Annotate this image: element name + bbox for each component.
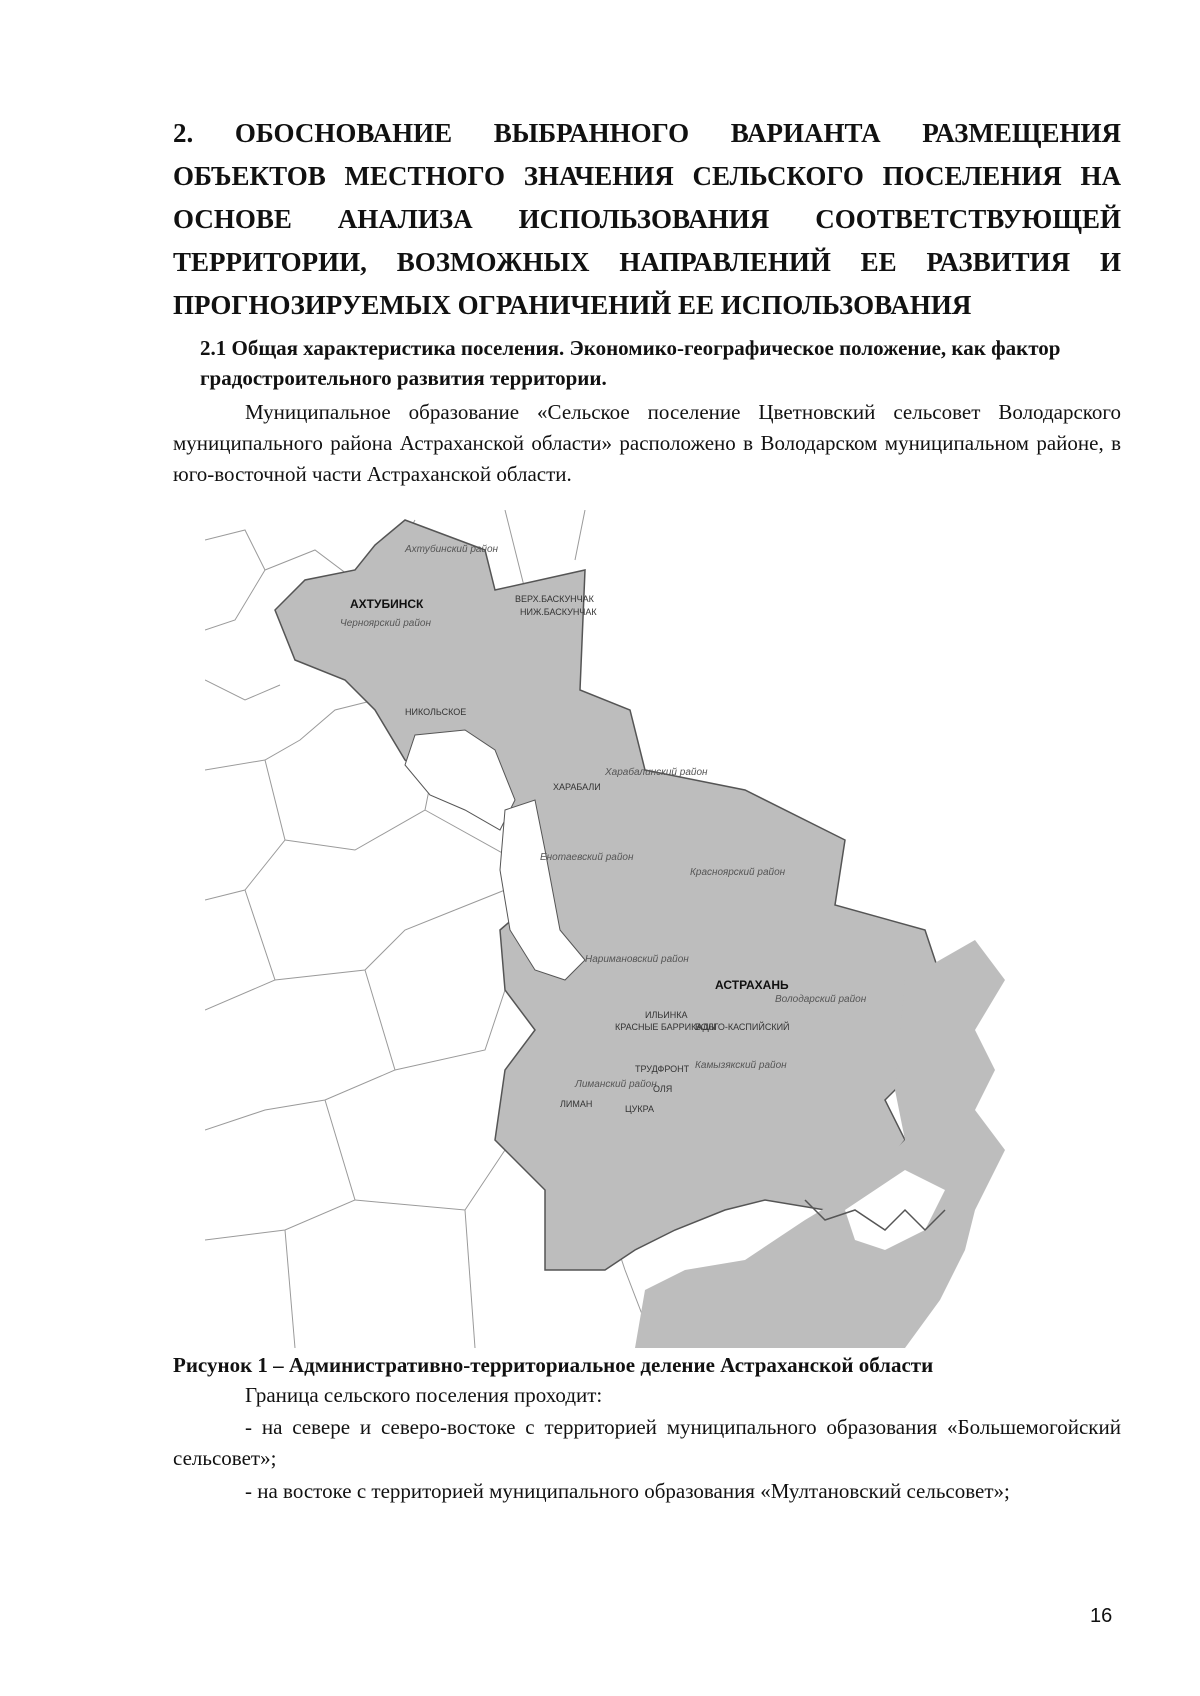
settlement-label: ХАРАБАЛИ xyxy=(553,782,601,792)
settlement-label: НИКОЛЬСКОЕ xyxy=(405,707,467,717)
settlement-label: ОЛЯ xyxy=(653,1084,673,1094)
settlement-label: КРАСНЫЕ БАРРИКАДЫ xyxy=(615,1022,717,1032)
district-label: Енотаевский район xyxy=(540,852,634,863)
boundary-north-paragraph xyxy=(173,1412,1121,1474)
section-heading: 2. ОБОСНОВАНИЕ ВЫБРАННОГО ВАРИАНТА РАЗМЕЩЕНИЯ ОБЪЕКТОВ МЕСТНОГО ЗНАЧЕНИЯ СЕЛЬСКОГО ПОСЕЛЕНИЯ НА ОСНОВЕ АНАЛИЗА ИСПОЛЬЗОВАНИЯ СООТВЕТСТВУЮЩЕЙ ТЕРРИТОРИИ, ВОЗМОЖНЫХ НАПРАВЛЕНИЙ ЕЕ РАЗВИТИЯ И ПРОГНОЗИРУЕМЫХ ОГРАНИЧЕНИЙ ЕЕ ИСПОЛЬЗОВАНИЯ xyxy=(173,118,1121,320)
district-label: Наримановский район xyxy=(585,954,689,965)
district-label: Володарский район xyxy=(775,994,867,1005)
city-label-astrakhan: АСТРАХАНЬ xyxy=(715,978,789,992)
settlement-label: НИЖ.БАСКУНЧАК xyxy=(520,607,597,617)
district-label: Харабалинский район xyxy=(605,767,708,778)
subsection-heading: 2.1 Общая характеристика поселения. Экономико-географическое положение, как фактор градостроительного развития территории. xyxy=(200,336,1061,390)
boundary-intro: Граница сельского поселения проходит: xyxy=(245,1383,603,1407)
settlement-label: ЦУКРА xyxy=(625,1104,655,1114)
settlement-label: ИЛЬИНКА xyxy=(645,1010,688,1020)
district-label: Лиманский район xyxy=(575,1079,657,1090)
boundary-north: - на севере и северо-востоке с территорией муниципального образования «Большемогойский сельсовет»; xyxy=(173,1415,1121,1470)
intro-text: Муниципальное образование «Сельское поселение Цветновский сельсовет Володарского муниципального района Астраханской области» расположено в Володарском муниципальном районе, в юго-восточной части Астраханской области. xyxy=(173,400,1121,486)
intro-paragraph xyxy=(173,397,1121,490)
city-label-akhtubinsk: АХТУБИНСК xyxy=(350,597,424,611)
settlement-label: ВЕРХ.БАСКУНЧАК xyxy=(515,594,594,604)
page-number: 16 xyxy=(1090,1605,1113,1627)
figure-caption: Рисунок 1 – Административно-территориальное деление Астраханской области xyxy=(173,1353,934,1377)
boundary-east-paragraph xyxy=(173,1476,1121,1507)
boundary-intro-paragraph xyxy=(173,1380,1121,1411)
region-map xyxy=(205,510,1067,1348)
district-label: Камызякский район xyxy=(695,1060,787,1071)
settlement-label: ТРУДФРОНТ xyxy=(635,1064,690,1074)
settlement-label: ЛИМАН xyxy=(560,1099,593,1109)
boundary-east: - на востоке с территорией муниципального образования «Мултановский сельсовет»; xyxy=(245,1479,1010,1503)
region-shape xyxy=(275,520,945,1270)
district-label: Красноярский район xyxy=(690,867,786,878)
settlement-label: ВОЛГО-КАСПИЙСКИЙ xyxy=(695,1022,790,1032)
district-label: Ахтубинский район xyxy=(405,544,499,555)
district-label: Черноярский район xyxy=(340,618,431,629)
